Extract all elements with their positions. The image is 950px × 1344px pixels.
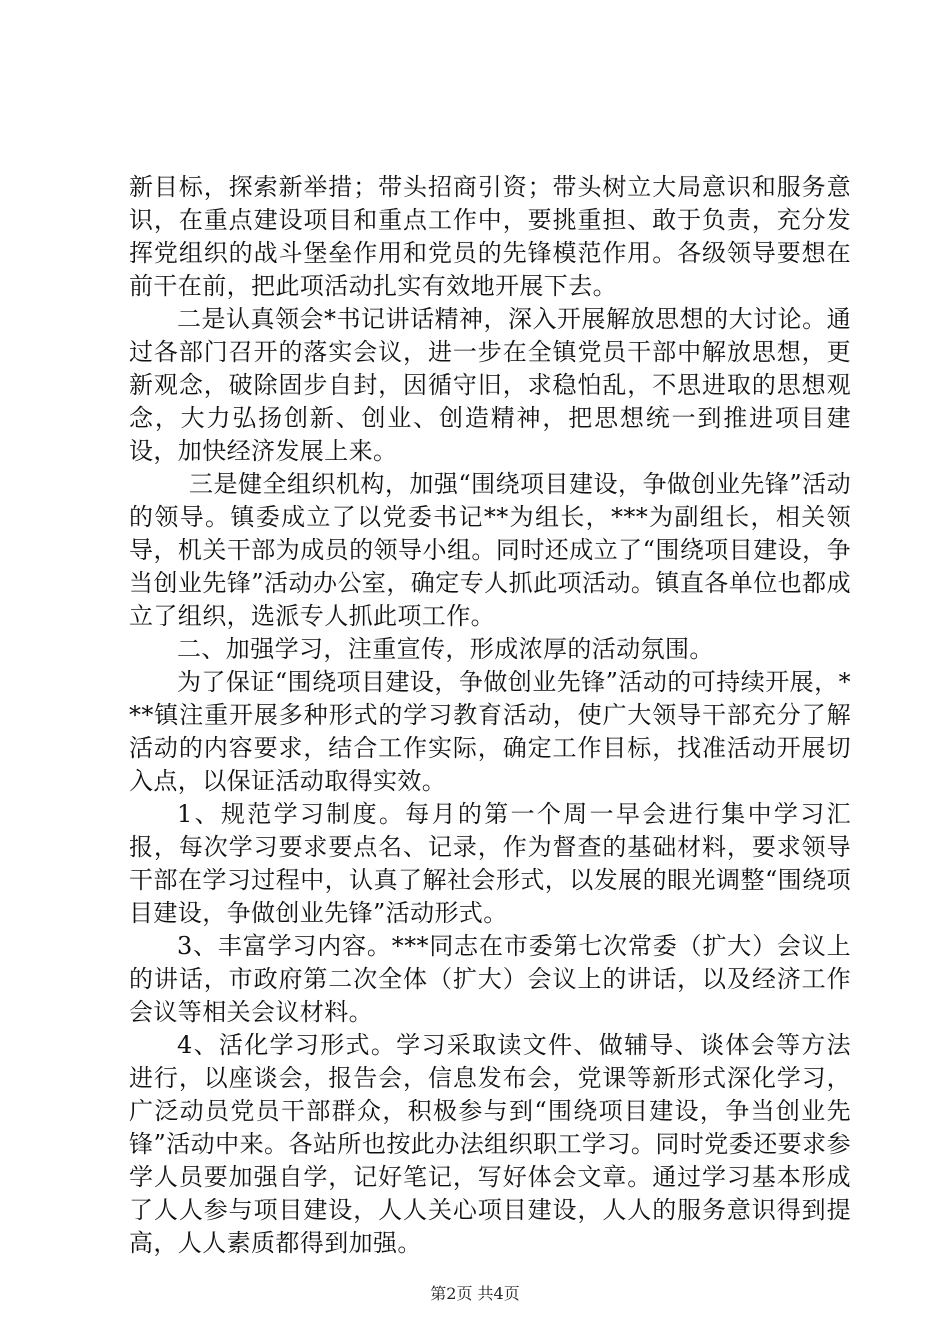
- paragraph-continuation: 新目标，探索新举措；带头招商引资；带头树立大局意识和服务意识，在重点建设项目和重点工作中，要挑重担、敢于负责，充分发挥党组织的战斗堡垒作用和党员的先锋模范作用。各级领导要想在前干在前，把此项活动扎实有效地开展下去。: [129, 173, 851, 300]
- section-heading-two: 二、加强学习，注重宣传，形成浓厚的活动氛围。: [177, 635, 714, 663]
- paragraph-item-4: 4、活化学习形式。学习采取读文件、做辅导、谈体会等方法进行，以座谈会，报告会，信息发布会，党课等新形式深化学习，广泛动员党员干部群众，积极参与到“围绕项目建设，争当创业先锋”活动中来。各站所也按此办法组织职工学习。同时党委还要求参学人员要加强自学，记好笔记，写好体会文章。通过学习基本形成了人人参与项目建设，人人关心项目建设，人人的服务意识得到提高，人人素质都得到加强。: [129, 1031, 851, 1257]
- paragraph-item-1: 1、规范学习制度。每月的第一个周一早会进行集中学习汇报，每次学习要求要点名、记录，作为督查的基础材料，要求领导干部在学习过程中，认真了解社会形式，以发展的眼光调整“围绕项目建设，争做创业先锋”活动形式。: [129, 800, 851, 927]
- paragraph-point-three: 三是健全组织机构，加强“围绕项目建设，争做创业先锋”活动的领导。镇委成立了以党委书记**为组长，***为副组长，相关领导，机关干部为成员的领导小组。同时还成立了“围绕项目建设，争当创业先锋”活动办公室，确定专人抓此项活动。镇直各单位也都成立了组织，选派专人抓此项工作。: [129, 470, 851, 630]
- paragraph-item-3: 3、丰富学习内容。***同志在市委第七次常委（扩大）会议上的讲话，市政府第二次全体（扩大）会议上的讲话，以及经济工作会议等相关会议材料。: [129, 932, 851, 1026]
- paragraph-point-two: 二是认真领会*书记讲话精神，深入开展解放思想的大讨论。通过各部门召开的落实会议，进一步在全镇党员干部中解放思想，更新观念，破除固步自封，因循守旧，求稳怕乱，不思进取的思想观念，大力弘扬创新、创业、创造精神，把思想统一到推进项目建设，加快经济发展上来。: [129, 305, 851, 465]
- page-number-footer: 第2页 共4页: [430, 1284, 520, 1303]
- document-body: [129, 171, 851, 1260]
- paragraph-study-intro: 为了保证“围绕项目建设，争做创业先锋”活动的可持续开展，***镇注重开展多种形式的学习教育活动，使广大领导干部充分了解活动的内容要求，结合工作实际，确定工作目标，找准活动开展切入点，以保证活动取得实效。: [129, 668, 851, 795]
